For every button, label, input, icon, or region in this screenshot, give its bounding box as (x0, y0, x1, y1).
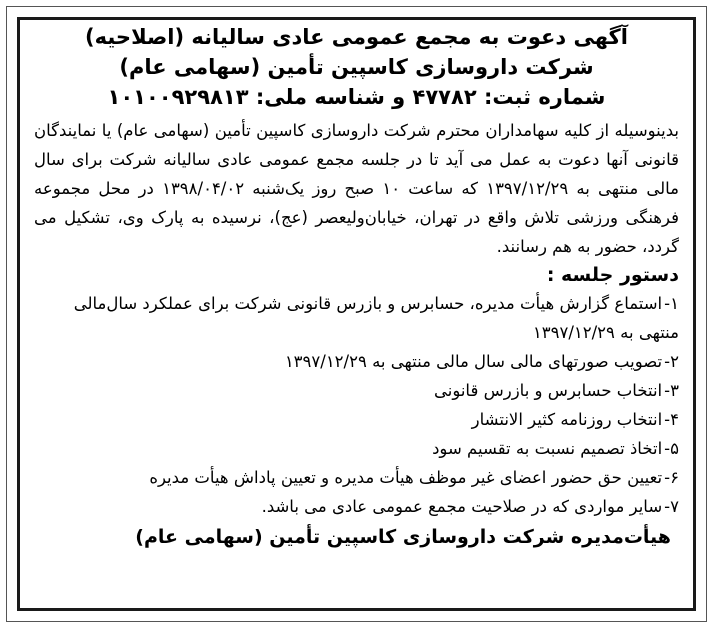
agenda-item (34, 463, 679, 492)
agenda-item (34, 347, 679, 376)
agenda-item-number: ۴- (664, 410, 679, 429)
notice-title: آگهی دعوت به مجمع عمومی عادی سالیانه (اصلاحیه) (85, 25, 628, 49)
agenda-item-text: سایر مواردی که در صلاحیت مجمع عمومی عادی می باشد. (261, 497, 663, 516)
agenda-list (34, 289, 679, 521)
agenda-item-number: ۷- (664, 497, 679, 516)
agenda-item-text: اتخاذ تصمیم نسبت به تقسیم سود (432, 439, 663, 458)
agenda-title: دستور جلسه : (546, 264, 679, 286)
agenda-item-number: ۱- (664, 294, 679, 313)
agenda-item-text: تصویب صورتهای مالی سال مالی منتهی به ۱۳۹۷/۱۲/۲۹ (284, 352, 663, 371)
agenda-item-number: ۶- (664, 468, 679, 487)
outer-frame (6, 6, 707, 622)
agenda-item-text: تعیین حق حضور اعضای غیر موظف هیأت مدیره و تعیین پاداش هیأت مدیره (149, 468, 663, 487)
agenda-item (34, 492, 679, 521)
company-name: شرکت داروسازی کاسپین تأمین (سهامی عام) (119, 55, 594, 79)
signature: هیأت‌مدیره شرکت داروسازی کاسپین تأمین (سهامی عام) (135, 526, 671, 548)
agenda-item (34, 434, 679, 463)
agenda-item (34, 405, 679, 434)
notice-box (17, 17, 696, 611)
agenda-item (34, 376, 679, 405)
agenda-item (34, 289, 679, 347)
registration-info: شماره ثبت: ۴۷۷۸۲ و شناسه ملی: ۱۰۱۰۰۹۲۹۸۱۳ (107, 85, 606, 109)
agenda-item-number: ۲- (664, 352, 679, 371)
invitation-paragraph: بدینوسیله از کلیه سهامداران محترم شرکت داروسازی کاسپین تأمین (سهامی عام) یا نمایندگان قانونی آنها دعوت به عمل می آید تا در جلسه مجمع عمومی عادی سالیانه شرکت برای سال مالی منتهی به ۱۳۹۷/۱۲/۲۹ که ساعت ۱۰ صبح روز یک‌شنبه ۱۳۹۸/۰۴/۰۲ در محل مجموعه فرهنگی ورزشی تلاش واقع در تهران، خیابان‌ولیعصر (عج)، نرسیده به پارک وی، تشکیل می گردد، حضور به هم رسانند. (34, 121, 679, 256)
agenda-item-text: انتخاب حسابرس و بازرس قانونی (433, 381, 663, 400)
agenda-item-text: انتخاب روزنامه کثیر الانتشار (471, 410, 663, 429)
agenda-item-number: ۵- (664, 439, 679, 458)
agenda-item-number: ۳- (664, 381, 679, 400)
agenda-item-text: استماع گزارش هیأت مدیره، حسابرس و بازرس قانونی شرکت برای عملکرد سال‌مالی منتهی به ۱۳۹۷/۱۲/۲۹ (73, 294, 679, 342)
